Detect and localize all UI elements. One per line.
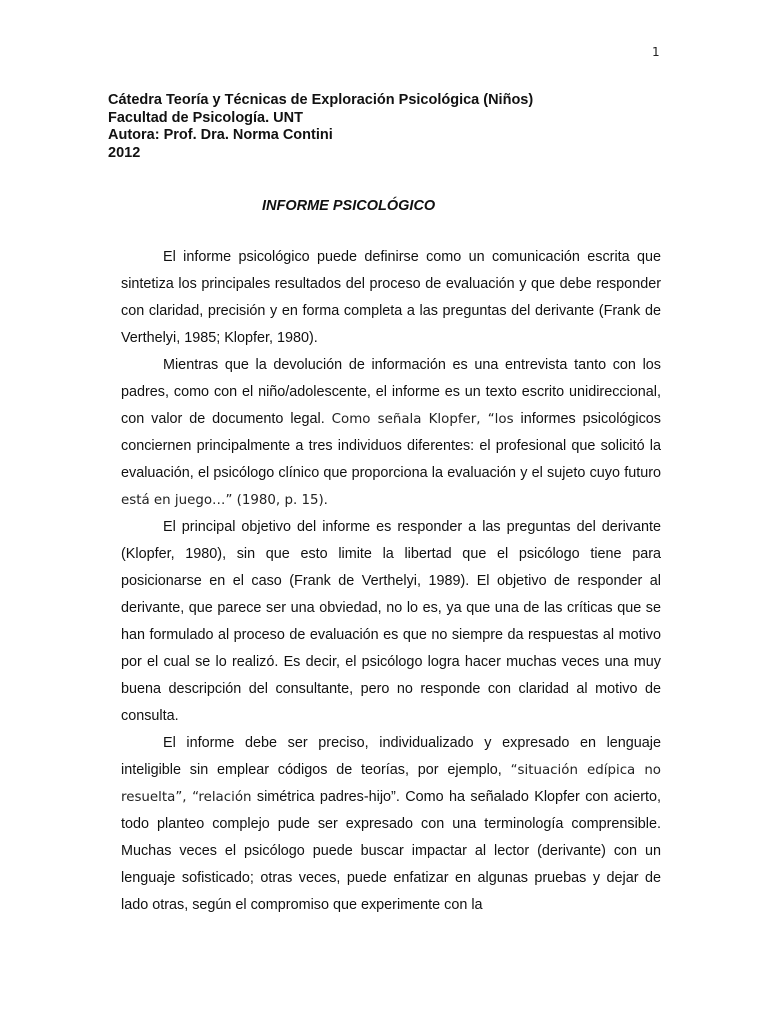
document-title: INFORME PSICOLÓGICO [262, 198, 436, 214]
paragraph-2-text-a: Mientras que la devolución de información es una entrevista tanto con los padres, como con el niño/adolescente, el informe es un texto escrito unidireccional, con valor de documento legal. [121, 357, 661, 427]
paragraph-4-text-a: El informe debe ser preciso, individualizado y expresado en lenguaje inteligible sin emplear códigos de teorías, por ejemplo, [121, 735, 661, 778]
document-body [121, 244, 661, 919]
page-number: 1 [652, 45, 660, 59]
paragraph-4-quote: “situación edípica no resuelta”, “relación [121, 763, 661, 805]
paragraph-2 [121, 352, 661, 514]
paragraph-2-quote-citation: está en juego…” (1980, p. 15) [121, 493, 324, 508]
document-header [108, 92, 533, 162]
paragraph-1: El informe psicológico puede definirse como un comunicación escrita que sintetiza los principales resultados del proceso de evaluación y que debe responder con claridad, precisión y en forma completa a las preguntas del derivante (Frank de Verthelyi, 1985; Klopfer, 1980). [121, 249, 661, 346]
header-year: 2012 [108, 144, 141, 161]
paragraph-4-text-c: simétrica padres-hijo”. Como ha señalado Klopfer con acierto, todo planteo complejo pude ser expresado con una terminología comprensible. Muchas veces el psicólogo puede buscar impactar al lector (derivante) con un lenguaje sofisticado; otras veces, puede enfatizar en algunas pruebas y dejar de lado otras, según el compromiso que experimente con la [121, 789, 661, 913]
paragraph-2-text-c: informes psicológicos conciernen principalmente a tres individuos diferentes: el profesional que solicitó la evaluación, el psicólogo clínico que proporciona la evaluación y el sujeto cuyo futuro [121, 411, 661, 481]
paragraph-4 [121, 730, 661, 919]
paragraph-2-quote-intro: Como señala Klopfer, “los [331, 412, 514, 427]
paragraph-3: El principal objetivo del informe es responder a las preguntas del derivante (Klopfer, 1980), sin que esto limite la libertad que el psicólogo tiene para posicionarse en el caso (Frank de Verthelyi, 1989). El objetivo de responder al derivante, que parece ser una obviedad, no lo es, ya que una de las críticas que se han formulado al proceso de evaluación es que no siempre da respuestas al motivo por el cual se lo realizó. Es decir, el psicólogo logra hacer muchas veces una muy buena descripción del consultante, pero no responde con claridad al motivo de consulta. [121, 519, 661, 724]
header-author: Autora: Prof. Dra. Norma Contini [108, 127, 333, 143]
paragraph-2-text-e: . [323, 492, 328, 508]
header-course: Cátedra Teoría y Técnicas de Exploración Psicológica (Niños) [108, 92, 534, 108]
header-faculty: Facultad de Psicología. UNT [108, 109, 303, 126]
